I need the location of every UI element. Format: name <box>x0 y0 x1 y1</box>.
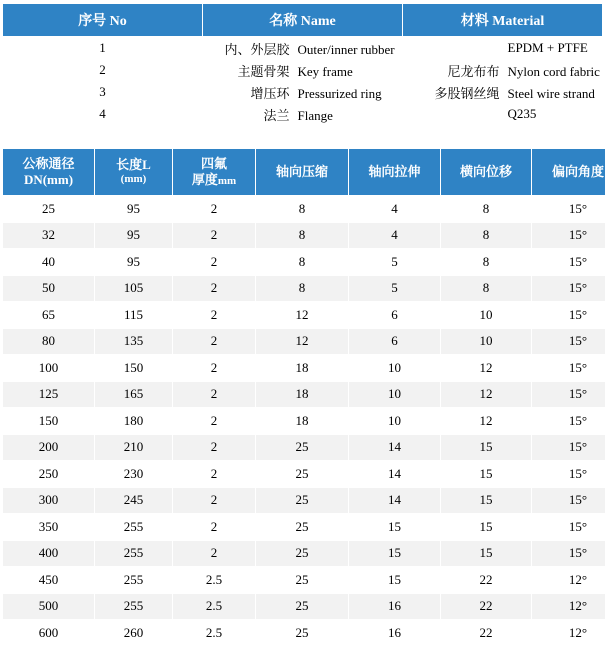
specs-cell-axial-extension: 5 <box>349 275 441 302</box>
specs-cell-lateral: 15 <box>441 540 532 567</box>
specs-cell-length: 255 <box>95 593 173 620</box>
specs-cell-angle: 15° <box>532 196 605 223</box>
specs-cell-axial-compression: 8 <box>256 249 349 276</box>
table-row <box>3 408 605 435</box>
materials-cell-name <box>203 59 403 81</box>
table-row <box>3 103 603 125</box>
specs-header-length-line2: (mm) <box>96 173 171 187</box>
specs-cell-dn: 25 <box>3 196 95 223</box>
materials-name-en: Pressurized ring <box>290 86 448 102</box>
specs-header-axial-extension: 轴向拉伸 <box>349 149 441 196</box>
specs-cell-dn: 500 <box>3 593 95 620</box>
specs-cell-angle: 15° <box>532 381 605 408</box>
specs-cell-lateral: 8 <box>441 275 532 302</box>
materials-table <box>2 3 603 125</box>
specs-cell-length: 255 <box>95 540 173 567</box>
specs-header-length <box>95 149 173 196</box>
materials-cell-no: 3 <box>3 81 203 103</box>
specs-cell-length: 135 <box>95 328 173 355</box>
specs-header-length-line1: 长度L <box>96 157 171 173</box>
specs-cell-dn: 300 <box>3 487 95 514</box>
table-row <box>3 355 605 382</box>
specs-cell-length: 260 <box>95 620 173 647</box>
specs-cell-lateral: 12 <box>441 381 532 408</box>
specs-cell-axial-compression: 8 <box>256 275 349 302</box>
specs-cell-length: 105 <box>95 275 173 302</box>
specs-cell-axial-compression: 8 <box>256 196 349 223</box>
materials-name-en: Flange <box>290 108 448 124</box>
table-row <box>3 620 605 647</box>
materials-material-pair <box>404 61 605 80</box>
materials-table-body <box>3 37 603 126</box>
materials-cell-name <box>203 37 403 60</box>
specs-header-dn-line1: 公称通径 <box>4 156 93 172</box>
specs-cell-angle: 15° <box>532 514 605 541</box>
specs-cell-length: 115 <box>95 302 173 329</box>
specs-header-ptfe-line2 <box>174 172 254 189</box>
specs-cell-ptfe: 2 <box>173 196 256 223</box>
specs-cell-lateral: 15 <box>441 434 532 461</box>
specs-cell-dn: 100 <box>3 355 95 382</box>
table-row <box>3 514 605 541</box>
specs-table-head <box>3 149 605 196</box>
table-row <box>3 328 605 355</box>
specs-header-angle: 偏向角度 <box>532 149 605 196</box>
specs-cell-angle: 15° <box>532 302 605 329</box>
specs-cell-axial-compression: 25 <box>256 593 349 620</box>
specs-header-ptfe-text: 厚度 <box>192 172 218 187</box>
document-page <box>0 3 605 607</box>
specs-cell-axial-compression: 25 <box>256 514 349 541</box>
specs-cell-lateral: 8 <box>441 222 532 249</box>
specs-cell-angle: 15° <box>532 434 605 461</box>
specs-cell-angle: 12° <box>532 620 605 647</box>
materials-header-name: 名称 Name <box>203 4 403 37</box>
table-row <box>3 434 605 461</box>
specs-cell-dn: 125 <box>3 381 95 408</box>
specs-cell-axial-compression: 25 <box>256 461 349 488</box>
specs-cell-dn: 50 <box>3 275 95 302</box>
specs-table <box>2 148 605 647</box>
specs-cell-angle: 15° <box>532 355 605 382</box>
materials-name-cn: 增压环 <box>204 83 290 102</box>
specs-cell-length: 95 <box>95 222 173 249</box>
materials-cell-no: 2 <box>3 59 203 81</box>
table-row <box>3 275 605 302</box>
specs-cell-ptfe: 2 <box>173 328 256 355</box>
materials-name-en: Key frame <box>290 64 448 80</box>
materials-header-row <box>3 4 603 37</box>
table-row <box>3 540 605 567</box>
specs-cell-lateral: 12 <box>441 355 532 382</box>
specs-cell-length: 150 <box>95 355 173 382</box>
specs-cell-angle: 15° <box>532 408 605 435</box>
specs-cell-axial-compression: 8 <box>256 222 349 249</box>
specs-cell-length: 255 <box>95 567 173 594</box>
specs-cell-axial-extension: 15 <box>349 514 441 541</box>
specs-cell-axial-extension: 6 <box>349 302 441 329</box>
specs-cell-axial-compression: 25 <box>256 434 349 461</box>
materials-cell-material <box>403 37 603 60</box>
specs-cell-dn: 450 <box>3 567 95 594</box>
materials-material-pair <box>404 40 605 56</box>
materials-material-en: Nylon cord fabric <box>500 64 605 80</box>
specs-cell-ptfe: 2 <box>173 275 256 302</box>
materials-cell-name <box>203 103 403 125</box>
specs-cell-axial-compression: 25 <box>256 487 349 514</box>
specs-cell-length: 95 <box>95 249 173 276</box>
specs-cell-axial-extension: 14 <box>349 461 441 488</box>
specs-cell-angle: 15° <box>532 275 605 302</box>
specs-cell-axial-extension: 14 <box>349 434 441 461</box>
specs-header-ptfe-line1: 四氟 <box>174 156 254 172</box>
specs-cell-axial-extension: 15 <box>349 567 441 594</box>
materials-material-pair <box>404 83 605 102</box>
specs-cell-axial-extension: 4 <box>349 222 441 249</box>
materials-table-head <box>3 4 603 37</box>
specs-cell-axial-extension: 15 <box>349 540 441 567</box>
specs-cell-lateral: 8 <box>441 249 532 276</box>
materials-cell-name <box>203 81 403 103</box>
specs-cell-axial-compression: 12 <box>256 328 349 355</box>
specs-cell-lateral: 22 <box>441 620 532 647</box>
specs-cell-dn: 250 <box>3 461 95 488</box>
specs-cell-axial-extension: 6 <box>349 328 441 355</box>
specs-cell-axial-compression: 18 <box>256 381 349 408</box>
materials-material-cn: 多股钢丝绳 <box>404 83 500 102</box>
materials-material-en: EPDM + PTFE <box>500 40 605 56</box>
specs-header-axial-compression: 轴向压缩 <box>256 149 349 196</box>
specs-cell-lateral: 15 <box>441 461 532 488</box>
specs-cell-angle: 15° <box>532 222 605 249</box>
specs-cell-ptfe: 2 <box>173 302 256 329</box>
specs-cell-dn: 350 <box>3 514 95 541</box>
specs-cell-axial-extension: 10 <box>349 355 441 382</box>
specs-cell-axial-extension: 4 <box>349 196 441 223</box>
specs-header-lateral: 横向位移 <box>441 149 532 196</box>
specs-cell-lateral: 10 <box>441 302 532 329</box>
materials-header-material: 材料 Material <box>403 4 603 37</box>
specs-cell-length: 95 <box>95 196 173 223</box>
specs-cell-ptfe: 2 <box>173 487 256 514</box>
materials-name-en: Outer/inner rubber <box>290 42 448 58</box>
table-row <box>3 487 605 514</box>
table-row <box>3 593 605 620</box>
specs-cell-lateral: 15 <box>441 514 532 541</box>
specs-cell-ptfe: 2 <box>173 222 256 249</box>
specs-cell-lateral: 10 <box>441 328 532 355</box>
specs-cell-axial-extension: 16 <box>349 620 441 647</box>
table-row <box>3 461 605 488</box>
specs-cell-angle: 15° <box>532 461 605 488</box>
specs-cell-angle: 12° <box>532 593 605 620</box>
materials-material-en: Steel wire strand <box>500 86 605 102</box>
table-row <box>3 381 605 408</box>
specs-cell-length: 210 <box>95 434 173 461</box>
specs-cell-axial-compression: 25 <box>256 620 349 647</box>
table-row <box>3 81 603 103</box>
specs-cell-axial-compression: 18 <box>256 408 349 435</box>
table-row <box>3 59 603 81</box>
specs-cell-dn: 65 <box>3 302 95 329</box>
materials-cell-material <box>403 59 603 81</box>
table-row <box>3 222 605 249</box>
specs-cell-angle: 15° <box>532 249 605 276</box>
specs-header-dn-line2: DN(mm) <box>4 172 93 188</box>
materials-name-cn: 法兰 <box>204 105 290 124</box>
specs-cell-ptfe: 2 <box>173 434 256 461</box>
table-row <box>3 567 605 594</box>
specs-header-ptfe <box>173 149 256 196</box>
specs-cell-length: 165 <box>95 381 173 408</box>
specs-cell-ptfe: 2 <box>173 514 256 541</box>
materials-material-cn: 尼龙布布 <box>404 61 500 80</box>
specs-cell-axial-compression: 18 <box>256 355 349 382</box>
specs-cell-axial-compression: 25 <box>256 540 349 567</box>
specs-header-ptfe-unit: mm <box>218 175 236 187</box>
specs-cell-axial-compression: 12 <box>256 302 349 329</box>
specs-cell-axial-extension: 10 <box>349 381 441 408</box>
specs-cell-length: 180 <box>95 408 173 435</box>
specs-cell-axial-extension: 10 <box>349 408 441 435</box>
specs-cell-ptfe: 2 <box>173 381 256 408</box>
specs-cell-ptfe: 2 <box>173 461 256 488</box>
specs-cell-ptfe: 2 <box>173 408 256 435</box>
specs-table-body <box>3 196 605 647</box>
materials-cell-no: 1 <box>3 37 203 60</box>
materials-material-pair <box>404 106 605 122</box>
specs-cell-length: 230 <box>95 461 173 488</box>
specs-cell-lateral: 15 <box>441 487 532 514</box>
specs-cell-angle: 15° <box>532 540 605 567</box>
table-row <box>3 249 605 276</box>
specs-header-dn <box>3 149 95 196</box>
materials-material-en: Q235 <box>500 106 605 122</box>
specs-cell-ptfe: 2 <box>173 249 256 276</box>
materials-name-cn: 内、外层胶 <box>204 39 290 58</box>
specs-cell-dn: 80 <box>3 328 95 355</box>
specs-cell-angle: 12° <box>532 567 605 594</box>
specs-cell-lateral: 22 <box>441 593 532 620</box>
materials-name-cn: 主题骨架 <box>204 61 290 80</box>
table-row <box>3 37 603 60</box>
specs-cell-angle: 15° <box>532 487 605 514</box>
specs-cell-length: 245 <box>95 487 173 514</box>
specs-cell-ptfe: 2.5 <box>173 567 256 594</box>
table-row <box>3 196 605 223</box>
specs-cell-axial-extension: 5 <box>349 249 441 276</box>
materials-cell-material <box>403 81 603 103</box>
specs-cell-dn: 40 <box>3 249 95 276</box>
materials-cell-material <box>403 103 603 125</box>
materials-header-no: 序号 No <box>3 4 203 37</box>
specs-cell-dn: 400 <box>3 540 95 567</box>
specs-cell-ptfe: 2.5 <box>173 593 256 620</box>
specs-cell-axial-extension: 14 <box>349 487 441 514</box>
specs-cell-dn: 200 <box>3 434 95 461</box>
specs-cell-dn: 600 <box>3 620 95 647</box>
materials-cell-no: 4 <box>3 103 203 125</box>
specs-cell-ptfe: 2 <box>173 540 256 567</box>
specs-cell-ptfe: 2.5 <box>173 620 256 647</box>
specs-cell-lateral: 22 <box>441 567 532 594</box>
specs-cell-dn: 32 <box>3 222 95 249</box>
specs-cell-axial-compression: 25 <box>256 567 349 594</box>
specs-cell-dn: 150 <box>3 408 95 435</box>
specs-header-row <box>3 149 605 196</box>
specs-cell-lateral: 8 <box>441 196 532 223</box>
specs-cell-axial-extension: 16 <box>349 593 441 620</box>
specs-cell-lateral: 12 <box>441 408 532 435</box>
table-row <box>3 302 605 329</box>
specs-cell-length: 255 <box>95 514 173 541</box>
specs-cell-ptfe: 2 <box>173 355 256 382</box>
specs-cell-angle: 15° <box>532 328 605 355</box>
